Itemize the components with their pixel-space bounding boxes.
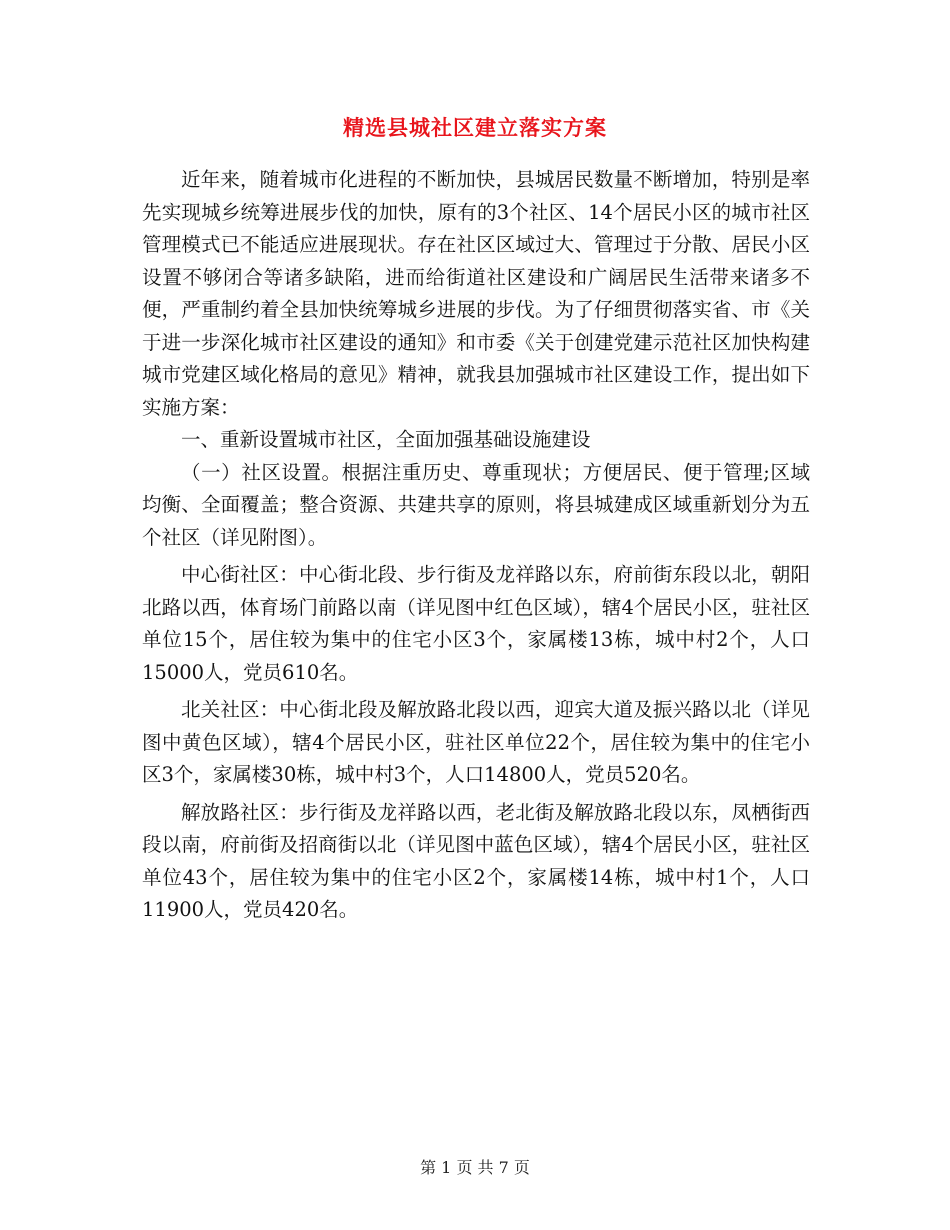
page-number-footer: 第 1 页 共 7 页 — [420, 1158, 530, 1177]
document-body — [142, 164, 810, 927]
paragraph-intro: 近年来，随着城市化进程的不断加快，县城居民数量不断增加，特别是率先实现城乡统筹进展步伐的加快，原有的3个社区、14个居民小区的城市社区管理模式已不能适应进展现状。存在社区区域过大、管理过于分散、居民小区设置不够闭合等诸多缺陷，进而给街道社区建设和广阔居民生活带来诸多不便，严重制约着全县加快统筹城乡进展的步伐。为了仔细贯彻落实省、市《关于进一步深化城市社区建设的通知》和市委《关于创建党建示范社区加快构建城市党建区域化格局的意见》精神，就我县加强城市社区建设工作，提出如下实施方案： — [142, 168, 810, 419]
paragraph-beiguan: 北关社区：中心街北段及解放路北段以西，迎宾大道及振兴路以北（详见图中黄色区域），辖4个居民小区，驻社区单位22个，居住较为集中的住宅小区3个，家属楼30栋，城中村3个，人口14800人，党员520名。 — [142, 698, 810, 786]
paragraph-jiefanglu: 解放路社区：步行街及龙祥路以西，老北街及解放路北段以东，凤栖街西段以南，府前街及招商街以北（详见图中蓝色区域），辖4个居民小区，驻社区单位43个，居住较为集中的住宅小区2个，家属楼14栋，城中村1个，人口11900人，党员420名。 — [142, 800, 810, 921]
document-title: 精选县城社区建立落实方案 — [343, 115, 607, 140]
section-heading-1: 一、重新设置城市社区，全面加强基础设施建设 — [181, 428, 591, 451]
paragraph-community-setup: （一）社区设置。根据注重历史、尊重现状；方便居民、便于管理;区域均衡、全面覆盖；整合资源、共建共享的原则，将县城建成区域重新划分为五个社区（详见附图）。 — [142, 460, 810, 549]
paragraph-zhongxinjie: 中心街社区：中心街北段、步行街及龙祥路以东，府前街东段以北，朝阳北路以西，体育场门前路以南（详见图中红色区域），辖4个居民小区，驻社区单位15个，居住较为集中的住宅小区3个，家属楼13栋，城中村2个，人口15000人，党员610名。 — [142, 563, 810, 684]
